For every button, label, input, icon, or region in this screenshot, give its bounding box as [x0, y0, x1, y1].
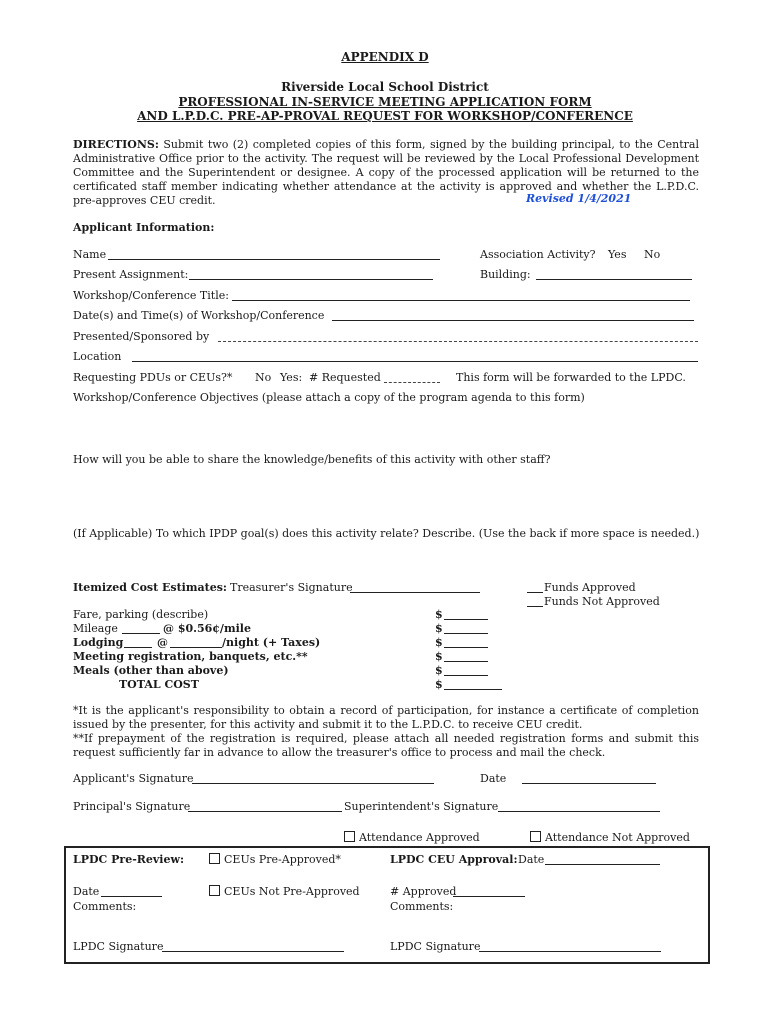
lodging-rate: /night (+ Taxes) — [222, 636, 321, 649]
lodging-at: @ — [157, 636, 168, 649]
name-field[interactable] — [108, 259, 440, 260]
checkbox-icon[interactable] — [530, 831, 541, 842]
superintendent-signature-label: Superintendent's Signature — [344, 800, 499, 813]
lodging-rate-field[interactable] — [170, 647, 222, 648]
registration-amount-field[interactable] — [444, 661, 488, 662]
dates-field[interactable] — [332, 320, 694, 321]
funds-not-approved-label: Funds Not Approved — [544, 595, 660, 608]
association-no[interactable]: No — [644, 248, 661, 261]
pdus-label: Requesting PDUs or CEUs?* — [73, 371, 233, 384]
note-participation: *It is the applicant's responsibility to obtain a record of participation, for instance a certificate of completion issued by the presenter, for this activity and submit it to the L.P.D.C. to receive CEU credit. — [73, 704, 699, 731]
district-name: Riverside Local School District — [281, 80, 489, 94]
directions-label: DIRECTIONS: — [73, 138, 159, 151]
dates-label: Date(s) and Time(s) of Workshop/Conference — [73, 309, 325, 322]
form-title-line1: PROFESSIONAL IN-SERVICE MEETING APPLICATION FORM — [178, 95, 592, 109]
lpdc-date-label: Date — [73, 885, 100, 898]
applicant-signature-label: Applicant's Signature — [73, 772, 194, 785]
lpdc-approval-date-field[interactable] — [545, 864, 660, 865]
pdus-no[interactable]: No — [255, 371, 272, 384]
ceus-pre-approved-label: CEUs Pre-Approved* — [224, 853, 341, 866]
association-yes[interactable]: Yes — [608, 248, 627, 261]
location-field[interactable] — [132, 361, 698, 362]
applicant-date-label: Date — [480, 772, 507, 785]
lpdc-prereview-label: LPDC Pre-Review: — [73, 853, 184, 866]
funds-approved-label: Funds Approved — [544, 581, 636, 594]
revised-date: Revised 1/4/2021 — [526, 192, 632, 205]
lodging-dollar: $ — [435, 636, 443, 649]
name-label: Name — [73, 248, 107, 261]
superintendent-signature-field[interactable] — [498, 811, 660, 812]
assignment-field[interactable] — [189, 279, 433, 280]
registration-label: Meeting registration, banquets, etc.** — [73, 650, 308, 663]
mileage-field[interactable] — [122, 633, 160, 634]
approved-count-label: # Approved — [390, 885, 457, 898]
building-label: Building: — [480, 268, 531, 281]
mileage-rate: @ $0.56¢/mile — [163, 622, 251, 635]
mileage-label: Mileage — [73, 622, 118, 635]
applicant-date-field[interactable] — [522, 783, 656, 784]
attendance-approved-label: Attendance Approved — [359, 831, 480, 844]
treasurer-signature-field[interactable] — [350, 592, 480, 593]
note-prepayment: **If prepayment of the registration is required, please attach all needed registration forms and submit this request sufficiently far in advance to allow the treasurer's office to process and mail the check. — [73, 732, 699, 759]
ipdp-label: (If Applicable) To which IPDP goal(s) does this activity relate? Describe. (Use the back if more space is needed.) — [73, 527, 700, 540]
meals-amount-field[interactable] — [444, 675, 488, 676]
lpdc-ceu-approval-label: LPDC CEU Approval: — [390, 853, 518, 866]
principal-signature-label: Principal's Signature — [73, 800, 191, 813]
treasurer-label: Treasurer's Signature — [230, 581, 353, 594]
lpdc-date-field[interactable] — [101, 896, 162, 897]
lpdc-signature-right-label: LPDC Signature — [390, 940, 481, 953]
ceus-not-pre-approved-option[interactable] — [209, 885, 360, 898]
lpdc-comments-left: Comments: — [73, 900, 137, 913]
association-label: Association Activity? — [480, 248, 596, 261]
presented-field[interactable] — [218, 341, 698, 342]
costs-heading: Itemized Cost Estimates: — [73, 581, 227, 594]
lpdc-signature-left-label: LPDC Signature — [73, 940, 164, 953]
objectives-label: Workshop/Conference Objectives (please attach a copy of the program agenda to this form) — [73, 391, 585, 404]
applicant-heading: Applicant Information: — [73, 221, 215, 234]
principal-signature-field[interactable] — [188, 811, 342, 812]
form-title-line2: AND L.P.D.C. PRE-AP-PROVAL REQUEST FOR WORKSHOP/CONFERENCE — [137, 109, 633, 123]
directions-text: Submit two (2) completed copies of this form, signed by the building principal, to the Central Administrative Office prior to the activity. The request will be reviewed by the Local Professional Development Committee and the Superintendent or designee. A copy of the processed application will be returned to the certificated staff member indicating whether attendance at the activity is approved and whether the L.P.D.C. pre-approves CEU credit. — [73, 138, 700, 207]
meals-dollar: $ — [435, 664, 443, 677]
funds-approved-blank[interactable] — [527, 592, 543, 593]
ceus-not-pre-approved-label: CEUs Not Pre-Approved — [224, 885, 360, 898]
fare-amount-field[interactable] — [444, 619, 488, 620]
workshop-title-label: Workshop/Conference Title: — [73, 289, 229, 302]
checkbox-icon[interactable] — [209, 853, 220, 864]
applicant-signature-field[interactable] — [192, 783, 434, 784]
attendance-approved-option[interactable] — [344, 831, 480, 844]
presented-label: Presented/Sponsored by — [73, 330, 210, 343]
total-label: TOTAL COST — [119, 678, 199, 691]
requested-label: # Requested — [309, 371, 381, 384]
total-amount-field[interactable] — [444, 689, 502, 690]
lpdc-approval-date-label: Date — [518, 853, 545, 866]
attendance-not-approved-option[interactable] — [530, 831, 690, 844]
total-dollar: $ — [435, 678, 443, 691]
approved-count-field[interactable] — [453, 896, 525, 897]
lodging-nights-field[interactable] — [124, 647, 152, 648]
checkbox-icon[interactable] — [209, 885, 220, 896]
fare-dollar: $ — [435, 608, 443, 621]
share-label: How will you be able to share the knowledge/benefits of this activity with other staff? — [73, 453, 551, 466]
assignment-label: Present Assignment: — [73, 268, 189, 281]
location-label: Location — [73, 350, 122, 363]
lodging-amount-field[interactable] — [444, 647, 488, 648]
fare-label: Fare, parking (describe) — [73, 608, 209, 621]
pdus-yes[interactable]: Yes: — [280, 371, 303, 384]
checkbox-icon[interactable] — [344, 831, 355, 842]
funds-not-approved-blank[interactable] — [527, 606, 543, 607]
workshop-title-field[interactable] — [232, 300, 690, 301]
mileage-dollar: $ — [435, 622, 443, 635]
mileage-amount-field[interactable] — [444, 633, 488, 634]
attendance-not-approved-label: Attendance Not Approved — [545, 831, 690, 844]
registration-dollar: $ — [435, 650, 443, 663]
lpdc-signature-right-field[interactable] — [479, 951, 661, 952]
lpdc-signature-left-field[interactable] — [162, 951, 344, 952]
building-field[interactable] — [536, 279, 692, 280]
meals-label: Meals (other than above) — [73, 664, 229, 677]
appendix-heading: APPENDIX D — [341, 50, 429, 64]
ceus-pre-approved-option[interactable] — [209, 853, 341, 866]
requested-field[interactable] — [384, 382, 440, 383]
lodging-label: Lodging — [73, 636, 124, 649]
lpdc-comments-right: Comments: — [390, 900, 454, 913]
forwarded-note: This form will be forwarded to the LPDC. — [456, 371, 686, 384]
